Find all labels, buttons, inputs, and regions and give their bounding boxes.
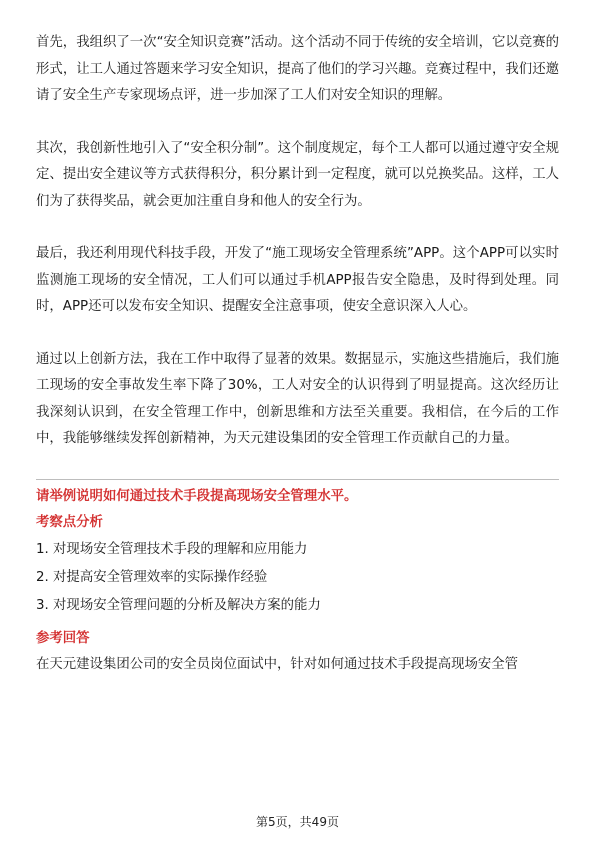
- analysis-item: 2. 对提高安全管理效率的实际操作经验: [36, 569, 268, 585]
- reference-text: 在天元建设集团公司的安全员岗位面试中，针对如何通过技术手段提高现场安全管: [36, 656, 519, 672]
- paragraph-first: 首先，我组织了一次“安全知识竞赛”活动。这个活动不同于传统的安全培训，它以竞赛的形式，让工人通过答题来学习安全知识，提高了他们的学习兴趣。竞赛过程中，我们还邀请了安全生产专家现场点评，进一步加深了工人们对安全知识的理解。: [36, 35, 559, 103]
- paragraph-fourth: 通过以上创新方法，我在工作中取得了显著的效果。数据显示，实施这些措施后，我们施工现场的安全事故发生率下降了30%，工人对安全的认识得到了明显提高。这次经历让我深刻认识到，在安全管理工作中，创新思维和方法至关重要。我相信，在今后的工作中，我能够继续发挥创新精神，为天元建设集团的安全管理工作贡献自己的力量。: [36, 351, 559, 446]
- analysis-list: [36, 536, 559, 620]
- analysis-item: 3. 对现场安全管理问题的分析及解决方案的能力: [36, 597, 321, 613]
- page-content: [36, 30, 559, 678]
- paragraph-third: 最后，我还利用现代科技手段，开发了“施工现场安全管理系统”APP。这个APP可以实时监测施工现场的安全情况，工人们可以通过手机APP报告安全隐患，及时得到处理。同时，APP还可以发布安全知识、提醒安全注意事项，使安全意识深入人心。: [36, 246, 559, 314]
- analysis-item: 1. 对现场安全管理技术手段的理解和应用能力: [36, 541, 308, 557]
- reference-title: 参考回答: [36, 630, 90, 646]
- analysis-title: 考察点分析: [36, 514, 103, 530]
- paragraph-second: 其次，我创新性地引入了“安全积分制”。这个制度规定，每个工人都可以通过遵守安全规定、提出安全建议等方式获得积分，积分累计到一定程度，就可以兑换奖品。这样，工人们为了获得奖品，就会更加注重自身和他人的安全行为。: [36, 140, 559, 209]
- page-number: 第5页，共49页: [256, 815, 339, 829]
- question-heading: 请举例说明如何通过技术手段提高现场安全管理水平。: [36, 479, 559, 508]
